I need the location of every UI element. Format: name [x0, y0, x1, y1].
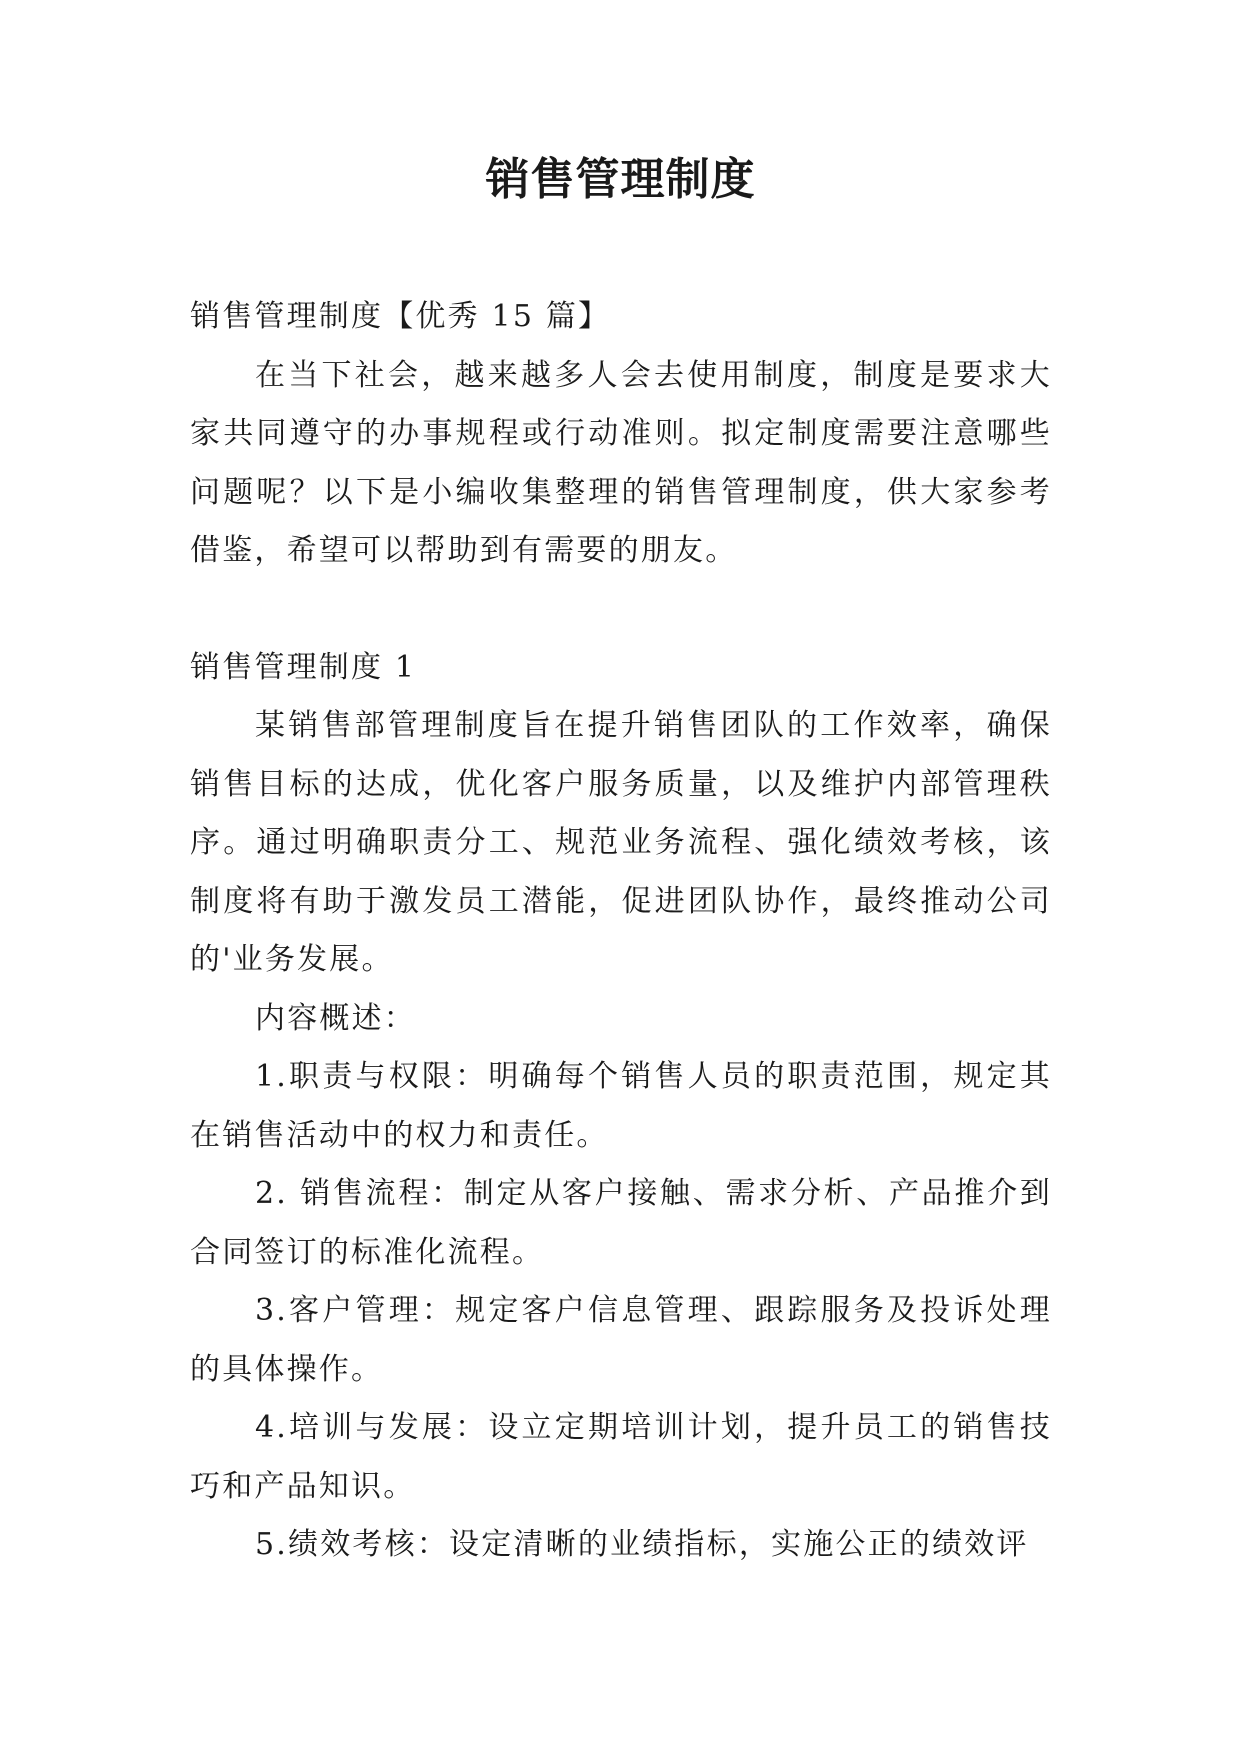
document-body [190, 288, 1052, 1575]
list-item: 2. 销售流程：制定从客户接触、需求分析、产品推介到合同签订的标准化流程。 [190, 1176, 1052, 1270]
list-item: 4.培训与发展：设立定期培训计划，提升员工的销售技巧和产品知识。 [190, 1410, 1052, 1504]
intro-paragraph: 在当下社会，越来越多人会去使用制度，制度是要求大家共同遵守的办事规程或行动准则。拟定制度需要注意哪些问题呢？以下是小编收集整理的销售管理制度，供大家参考借鉴，希望可以帮助到有需要的朋友。 [190, 357, 1052, 568]
list-item: 3.客户管理：规定客户信息管理、跟踪服务及投诉处理的具体操作。 [190, 1293, 1052, 1387]
overview-label: 内容概述： [255, 1000, 416, 1036]
list-item: 1.职责与权限：明确每个销售人员的职责范围，规定其在销售活动中的权力和责任。 [190, 1059, 1052, 1153]
section-heading: 销售管理制度 1 [190, 649, 417, 685]
section-paragraph: 某销售部管理制度旨在提升销售团队的工作效率，确保销售目标的达成，优化客户服务质量，以及维护内部管理秩序。通过明确职责分工、规范业务流程、强化绩效考核，该制度将有助于激发员工潜能，促进团队协作，最终推动公司的'业务发展。 [190, 708, 1052, 977]
document-subtitle: 销售管理制度【优秀 15 篇】 [190, 299, 611, 334]
list-item: 5.绩效考核：设定清晰的业绩指标，实施公正的绩效评 [255, 1527, 1029, 1562]
section-spacer [190, 581, 1052, 639]
document-title: 销售管理制度 [485, 154, 756, 205]
